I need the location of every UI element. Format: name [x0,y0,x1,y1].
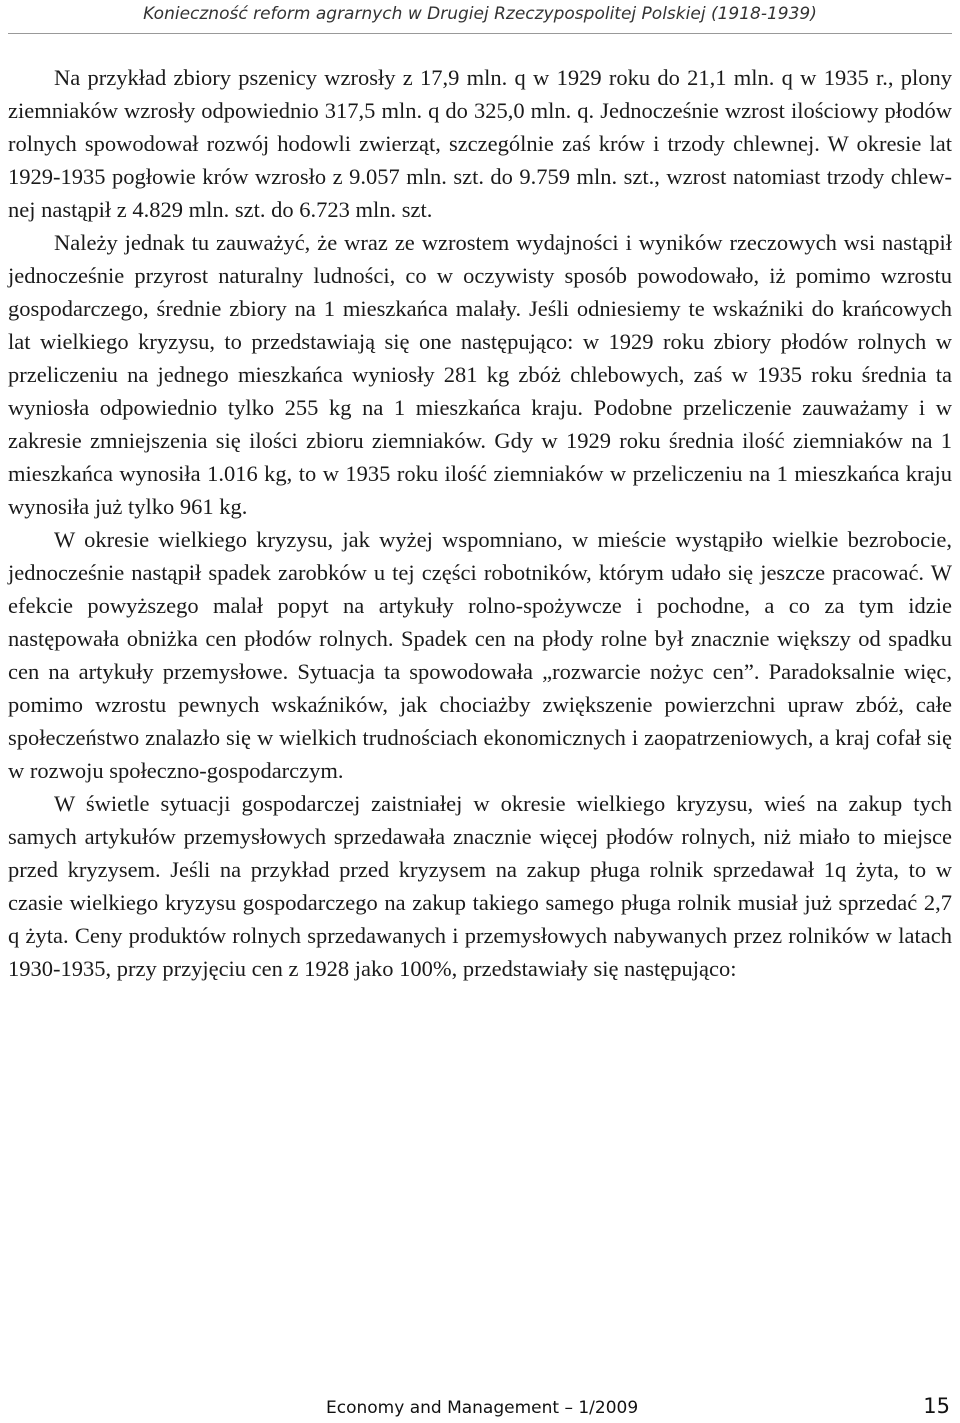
paragraph-4: W świetle sytuacji gospodarczej zaistniałej w okresie wielkiego kryzysu, wieś na zakup tych samych artykułów przemysłowych sprzedawała znacznie więcej płodów rolnych, niż miało to miejsce przed kryzysem. Jeśli na przykład przed kryzysem na zakup pługa rolnik sprzedawał 1q żyta, to w czasie wielkiego kryzysu gospodarczego na zakup takiego samego pługa rolnik musiał już sprzedać 2,7 q żyta. Ceny produktów rolnych sprzedawanych i przemysłowych nabywanych przez rolników w latach 1930-1935, przy przyjęciu cen z 1928 jako 100%, przedstawiały się następująco: [8,791,952,981]
paragraph-2: Należy jednak tu zauważyć, że wraz ze wzrostem wydajności i wyników rzeczowych wsi nastąpił jednocześnie przyrost naturalny ludności, co w oczywisty sposób powodowało, iż pomimo wzrostu gospodarczego, średnie zbiory na 1 mieszkańca malały. Jeśli odniesiemy te wskaźniki do krańcowych lat wielkiego kryzysu, to przedstawiają się one następująco: w 1929 roku zbiory płodów rolnych w przeliczeniu na jednego mieszkańca wyniosły 281 kg zbóż chlebowych, zaś w 1935 roku średnia ta wyniosła odpowiednio tylko 255 kg na 1 mieszkańca kraju. Podobne przeliczenie zauważamy i w zakresie zmniejszenia się ilości zbioru ziemniaków. Gdy w 1929 roku średnia ilość ziemniaków na 1 mieszkańca wynosiła 1.016 kg, to w 1935 roku ilość ziemniaków w przeliczeniu na 1 mieszkańca kraju wynosiła już tylko 961 kg. [8,230,952,519]
paragraph-3: W okresie wielkiego kryzysu, jak wyżej wspomniano, w mieście wystąpiło wielkie bezrobocie, jednocześnie nastąpił spadek zarobków u tej części robotników, którym udało się jeszcze pracować. W efekcie powyższego malał popyt na artykuły rolno-spożywcze i pochodne, a co za tym idzie następowała obniżka cen płodów rolnych. Spadek cen na płody rolne był znacznie większy od spadku cen na artykuły przemysłowe. Sytuacja ta spowodowała „rozwarcie nożyc cen”. Paradoksalnie więc, pomimo wzrostu pewnych wskaźników, jak chociażby zwiększenie powierzchni upraw zbóż, całe społeczeństwo znalazło się w wielkich trudnościach ekonomicznych i zaopatrzeniowych, a kraj cofał się w rozwoju społeczno-gospodarczym. [8,527,952,783]
article-body [8,61,952,985]
paragraph-1: Na przykład zbiory pszenicy wzrosły z 17,9 mln. q w 1929 roku do 21,1 mln. q w 1935 r., plony ziemniaków wzrosły odpowiednio 317,5 mln. q do 325,0 mln. q. Jednocześnie wzrost ilościowy płodów rolnych spowodował rozwój hodowli zwierząt, szczególnie zaś krów i trzody chlewnej. W okresie lat 1929-1935 pogłowie krów wzrosło z 9.057 mln. szt. do 9.759 mln. szt., wzrost natomiast trzody chlewnej nastąpił z 4.829 mln. szt. do 6.723 mln. szt. [8,65,952,222]
header-rule [8,33,952,34]
page-number: 15 [923,1394,950,1418]
running-footer [0,1396,960,1422]
journal-name: Economy and Management – 1/2009 [326,1398,639,1418]
running-header: Konieczność reform agrarnych w Drugiej Rzeczypospolitej Polskiej (1918-1939) [143,4,817,24]
